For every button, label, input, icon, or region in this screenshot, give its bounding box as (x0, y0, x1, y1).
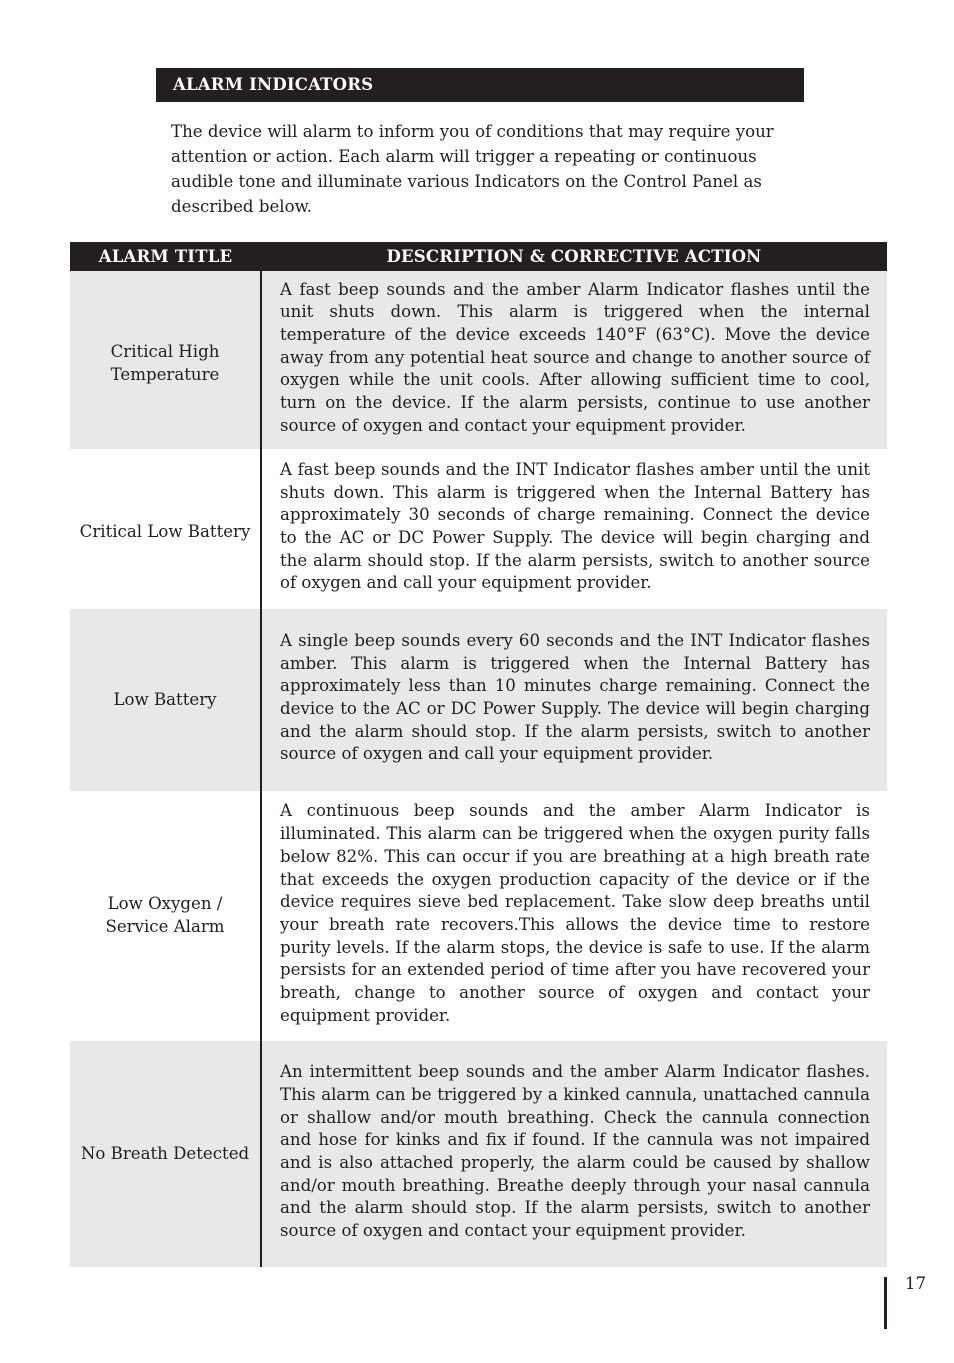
alarm-title: Low Oxygen / Service Alarm (70, 791, 261, 1041)
alarm-description: An intermittent beep sounds and the amber Alarm Indicator flashes. This alarm can be triggered by a kinked cannula, unattached cannula or shallow and/or mouth breathing. Check the cannula connection and hose for kinks and fix if found. If the cannula was not impaired and is also attached properly, the alarm could be caused by shallow and/or mouth breathing. Breathe deeply through your nasal cannula and the alarm should stop. If the alarm persists, switch to another source of oxygen and contact your equipment provider. (261, 1041, 887, 1267)
alarm-description: A fast beep sounds and the INT Indicator flashes amber until the unit shuts down. This alarm is triggered when the Internal Battery has approximately 30 seconds of charge remaining. Connect the device to the AC or DC Power Supply. The device will begin charging and the alarm should stop. If the alarm persists, switch to another source of oxygen and call your equipment provider. (280, 459, 870, 593)
alarm-title: Low Battery (70, 609, 261, 791)
table-row (70, 791, 887, 1041)
table-row (70, 271, 887, 449)
section-heading: ALARM INDICATORS (156, 68, 804, 102)
alarm-title: Critical Low Battery (70, 449, 261, 609)
header-alarm-title: ALARM TITLE (70, 242, 261, 271)
alarm-description: A single beep sounds every 60 seconds and the INT Indicator flashes amber. This alarm is triggered when the Internal Battery has approximately less than 10 minutes charge remaining. Connect the device to the AC or DC Power Supply. The device will begin charging and the alarm should stop. If the alarm persists, switch to another source of oxygen and call your equipment provider. (261, 609, 887, 791)
header-description: DESCRIPTION & CORRECTIVE ACTION (261, 242, 887, 271)
alarm-description: A fast beep sounds and the amber Alarm Indicator flashes until the unit shuts down. This alarm is triggered when the internal temperature of the device exceeds 140°F (63°C). Move the device away from any potential heat source and change to another source of oxygen while the unit cools. After allowing sufficient time to cool, turn on the device. If the alarm persists, continue to use another source of oxygen and contact your equipment provider. (261, 271, 887, 449)
table-row (70, 449, 887, 609)
alarm-title: Critical High Temperature (70, 271, 261, 449)
table-header-row (70, 242, 887, 271)
alarm-description: A continuous beep sounds and the amber Alarm Indicator is illuminated. This alarm can be triggered when the oxygen purity falls below 82%. This can occur if you are breathing at a high breath rate that exceeds the oxygen production capacity of the device or if the device requires sieve bed replacement. Take slow deep breaths until your breath rate recovers.This allows the device time to restore purity levels. If the alarm stops, the device is safe to use. If the alarm persists for an extended period of time after you have recovered your breath, change to another source of oxygen and contact your equipment provider. (280, 801, 870, 1025)
page-number-rule (884, 1277, 887, 1329)
alarm-title: No Breath Detected (70, 1041, 261, 1267)
alarm-table (70, 242, 887, 1267)
page-number: 17 (905, 1274, 926, 1293)
table-row (70, 609, 887, 791)
intro-paragraph: The device will alarm to inform you of conditions that may require your attention or action. Each alarm will trigger a repeating or continuous audible tone and illuminate various Indicators on the Control Panel as described below. (171, 122, 774, 216)
table-row (70, 1041, 887, 1267)
